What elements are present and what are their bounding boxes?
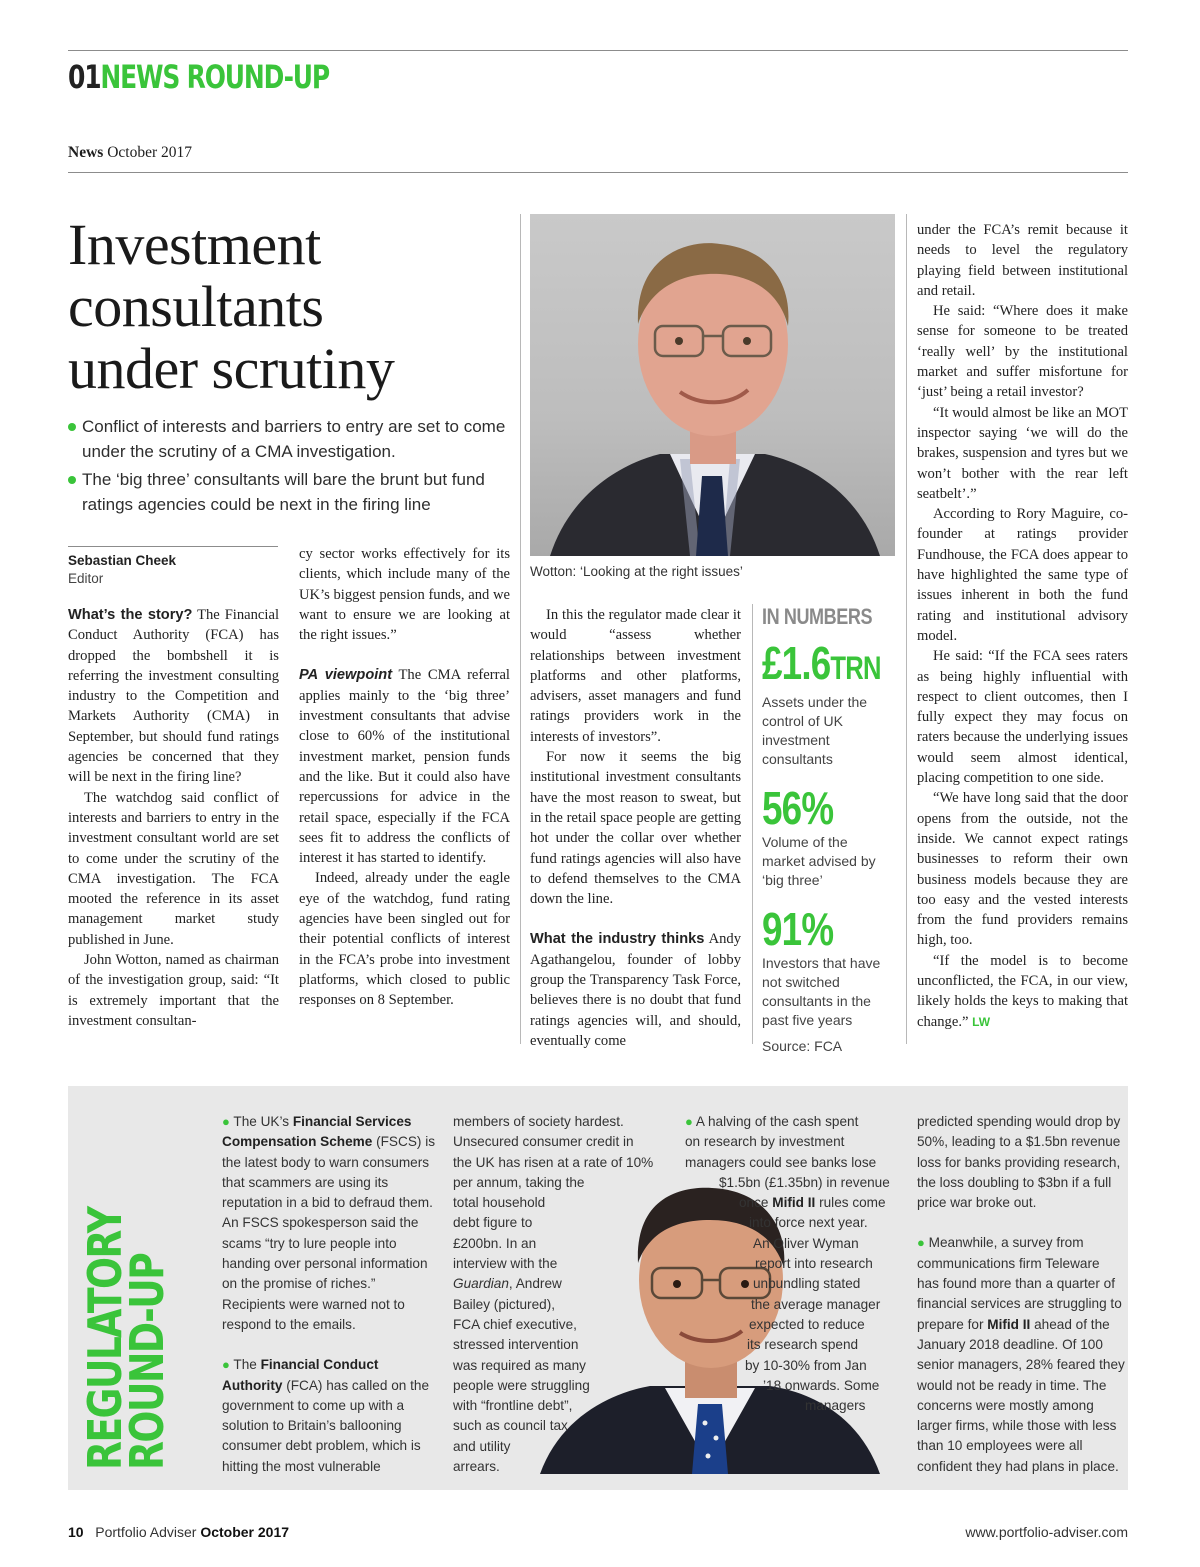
paragraph: under the FCA’s remit because it needs to level the regulatory playing field between institutional and retail.: [917, 222, 1128, 299]
paragraph: [917, 951, 1128, 1032]
stats-source: Source: FCA: [762, 1038, 843, 1054]
item-highlight: Financial Services Compensation Scheme: [222, 1114, 412, 1150]
news-item: [222, 1355, 436, 1477]
news-item: [222, 1112, 436, 1335]
text-line: the UK has risen at a rate of 10%: [453, 1154, 654, 1170]
text-line: its research spend: [747, 1337, 859, 1353]
standfirst-item: [68, 467, 513, 517]
stat-value: 56%: [762, 782, 834, 834]
paragraph: He said: “Where does it make sense for someone to be treated ‘really well’ by the institutional market and suffer misfortune for ‘just’ being a retail investor?: [917, 303, 1128, 401]
text-line: per annum, taking the: [453, 1174, 585, 1190]
standfirst-text: The ‘big three’ consultants will bare the brunt but fund ratings agencies could be next in the firing line: [82, 470, 485, 514]
author-name: Sebastian Cheek: [68, 553, 177, 568]
byline-rule: [68, 546, 278, 547]
item-text: Meanwhile, a survey from communications firm Teleware has found more than a quarter of financial services are struggling to prepare for: [917, 1235, 1122, 1332]
item-text: (FCA) has called on the government to come up with a solution to Britain’s ballooning consumer debt problem, which is hitting the most vulnerable: [222, 1377, 429, 1474]
regulatory-column-3: [685, 1112, 895, 1416]
standfirst: [68, 414, 513, 520]
in-numbers-title: IN NUMBERS: [762, 604, 873, 629]
text-line: managers could see banks lose: [685, 1154, 877, 1170]
stat-value: 91%: [762, 903, 834, 955]
text-fragment: once: [739, 1195, 773, 1211]
bullet-icon: [68, 476, 76, 484]
text-line: ’18 onwards. Some: [763, 1377, 880, 1393]
stat-number: £1.6: [762, 637, 831, 689]
item-highlight: Financial Conduct Authority: [222, 1357, 379, 1393]
article-column-1: [68, 605, 279, 1031]
item-text: (FSCS) is the latest body to warn consumers that scammers are using its reputation in a bid to defraud them. An FSCS spokesperson said the scams “try to lure people into handing over personal information on the promise of riches.” Recipients were warned not to respond to the emails.: [222, 1134, 436, 1332]
text-line: [453, 1274, 663, 1294]
text-line: Bailey (pictured),: [453, 1296, 555, 1312]
stat-label: Assets under the control of UK investment consultants: [762, 694, 868, 767]
text-line: £200bn. In an: [453, 1235, 537, 1251]
lead-in: What’s the story?: [68, 607, 193, 623]
byline: [68, 552, 176, 588]
bullet-icon: ●: [222, 1357, 230, 1373]
column-rule: [520, 214, 521, 1044]
paragraph: According to Rory Maguire, co-founder at ratings provider Fundhouse, the FCA does appear to have highlighted the same type of issues inherent in both the fund rating and institutional advisory model.: [917, 506, 1128, 644]
lead-in: What the industry thinks: [530, 931, 705, 948]
section-name: NEWS ROUND-UP: [100, 58, 330, 96]
paragraph: “It would almost be like an MOT inspector saying ‘we will do the brakes, suspension and tyres but we won’t bother with the rear left seatbelt’.”: [917, 404, 1128, 502]
stat-label: Volume of the market advised by ‘big three’: [762, 834, 876, 888]
lead-in: PA viewpoint: [299, 667, 393, 684]
headline-line-2: consultants: [68, 274, 324, 339]
paragraph: [68, 605, 279, 788]
text-fragment: A halving of the cash spent: [695, 1114, 859, 1129]
text-line: report into research: [755, 1256, 873, 1272]
paragraph: He said: “If the FCA sees raters as being highly influential with respect to client outcomes, then I fully expect they may focus on raters because the underlying issues would seem almost identical, placing competition to one side.: [917, 648, 1128, 787]
text-line: unbundling stated: [753, 1276, 861, 1292]
footer-left: [68, 1524, 289, 1540]
author-role: Editor: [68, 571, 104, 586]
paragraph: [299, 665, 510, 868]
column-rule: [906, 214, 907, 1044]
text-line: into force next year.: [749, 1215, 868, 1231]
in-numbers-panel: [762, 604, 890, 1054]
regulatory-column-4: [917, 1112, 1125, 1477]
regulatory-column-1: [222, 1112, 436, 1477]
regulatory-column-2: [453, 1112, 663, 1477]
text-line: by 10-30% from Jan: [745, 1357, 867, 1373]
stat-label: Investors that have not switched consultants in the past five years: [762, 955, 881, 1028]
article-column-4: [917, 220, 1128, 1032]
wotton-photo: [530, 214, 895, 556]
text-line: with “frontline debt”,: [453, 1398, 573, 1414]
paragraph: The watchdog said conflict of interests and barriers to entry in the investment consultant world are set to come under the scrutiny of the CMA investigation. The FCA mooted the reference in its asset management market study published in June.: [68, 789, 279, 948]
page-number: 10: [68, 1524, 84, 1540]
article-column-2: [299, 544, 510, 1011]
text-line: debt figure to: [453, 1215, 533, 1231]
article-column-3: [530, 605, 741, 1051]
text-line: [685, 1112, 895, 1132]
bullet-icon: ●: [222, 1114, 230, 1129]
author-initials: LW: [972, 1014, 991, 1029]
text-fragment: , Andrew: [508, 1276, 562, 1292]
text-line: the average manager: [751, 1296, 881, 1312]
publication-name: Guardian: [453, 1276, 509, 1292]
item-highlight: Mifid II: [772, 1195, 816, 1211]
news-item: [917, 1233, 1125, 1477]
bullet-icon: [68, 423, 76, 431]
dateline: [68, 144, 192, 162]
item-text: The UK’s: [233, 1114, 293, 1129]
publication-name: Portfolio Adviser: [95, 1524, 197, 1540]
bullet-icon: ●: [685, 1114, 693, 1129]
text-line: [685, 1193, 895, 1213]
news-item: predicted spending would drop by 50%, leading to a $1.5bn revenue loss for banks providing research, the loss doubling to $3bn if a full price war broke out.: [917, 1114, 1121, 1211]
text-line: on research by investment: [685, 1134, 845, 1150]
text-line: $1.5bn (£1.35bn) in revenue: [719, 1174, 890, 1190]
headline-line-3: under scrutiny: [68, 336, 395, 401]
standfirst-text: Conflict of interests and barriers to entry are set to come under the scrutiny of a CMA investigation.: [82, 417, 506, 461]
section-number: 01: [68, 58, 101, 96]
text-fragment: rules come: [815, 1195, 886, 1211]
text-line: arrears.: [453, 1459, 500, 1475]
text-line: was required as many: [453, 1357, 586, 1373]
headline: [68, 214, 518, 400]
text-line: managers: [805, 1398, 866, 1414]
item-text: The: [233, 1357, 261, 1373]
text-line: such as council tax: [453, 1418, 568, 1434]
text-line: and utility: [453, 1438, 511, 1454]
text-line: members of society hardest.: [453, 1114, 624, 1129]
photo-caption: Wotton: ‘Looking at the right issues’: [530, 564, 743, 579]
text-line: An Oliver Wyman: [753, 1235, 859, 1251]
paragraph: John Wotton, named as chairman of the investigation group, said: “It is extremely important that the investment consultan-: [68, 952, 279, 1029]
text-line: expected to reduce: [749, 1316, 865, 1332]
dateline-date: October 2017: [103, 144, 192, 161]
regulatory-roundup-title: [78, 1150, 174, 1470]
stat-value: [762, 637, 881, 693]
item-text: ahead of the January 2018 deadline. Of 100 senior managers, 28% feared they would not be ready in time. The concerns were mostly among larger firms, while those with less than 10 employees were all confident they had plans in place.: [917, 1316, 1125, 1474]
headline-line-1: Investment: [68, 212, 321, 277]
paragraph-text: Andy Agathangelou, founder of lobby group the Transparency Task Force, believes there is no doubt that fund ratings agencies will, and should, eventually come: [530, 931, 741, 1049]
paragraph-text: The CMA referral applies mainly to the ‘big three’ investment consultants that advise close to 60% of the institutional investment market, pension funds and the like. But it could also have repercussions for advice in the retail space, especially if the FCA sees fit to address the conflicts of interest it has started to identify.: [299, 667, 510, 867]
dateline-label: News: [68, 144, 104, 161]
paragraph-text: “If the model is to become unconflicted, the FCA, in our view, likely holds the keys to making that change.”: [917, 952, 1128, 1030]
top-rule: [68, 50, 1128, 51]
text-line: total household: [453, 1195, 546, 1211]
text-line: stressed intervention: [453, 1337, 579, 1353]
text-line: interview with the: [453, 1256, 558, 1272]
title-line: ROUND-UP: [120, 1253, 174, 1470]
standfirst-item: [68, 414, 513, 464]
paragraph: [530, 929, 741, 1051]
text-line: FCA chief executive,: [453, 1316, 577, 1332]
paragraph-text: The Financial Conduct Authority (FCA) has dropped the bombshell it is referring the investment consulting industry to the Competition and Markets Authority (CMA) in September, but should fund ratings agencies be concerned that they will be next in the firing line?: [68, 607, 279, 786]
paragraph: “We have long said that the door opens from the outside, not the inside. We cannot expect ratings businesses to reform their own business models because they are too easy and the vested interests from the fund providers remains high, too.: [917, 790, 1128, 949]
text-line: Unsecured consumer credit in: [453, 1134, 634, 1150]
text-line: people were struggling: [453, 1377, 590, 1393]
paragraph: For now it seems the big institutional investment consultants have the most reason to sweat, but in the retail space people are getting hot under the collar over whether fund ratings agencies will also have to defend themselves to the CMA down the line.: [530, 749, 741, 908]
section-title: [68, 58, 329, 96]
header-rule: [68, 172, 1128, 173]
footer-url[interactable]: www.portfolio-adviser.com: [965, 1524, 1128, 1540]
title-line: REGULATORY: [78, 1207, 132, 1470]
item-highlight: Mifid II: [987, 1316, 1031, 1332]
paragraph: cy sector works effectively for its clients, which include many of the UK’s biggest pension funds, and we want to ensure we are looking at the right issues.”: [299, 546, 510, 644]
bullet-icon: ●: [917, 1235, 925, 1251]
numbers-rule: [752, 604, 753, 1044]
paragraph: In this the regulator made clear it would “assess whether relationships between investment platforms and other platforms, advisers, asset managers and fund ratings providers work in the interests of investors”.: [530, 607, 741, 745]
portrait-illustration: [530, 214, 895, 556]
issue-date: October 2017: [200, 1524, 290, 1540]
stat-unit: TRN: [830, 650, 881, 686]
paragraph: Indeed, already under the eagle eye of the watchdog, fund rating agencies have been singled out for their potential conflicts of interest in the FCA’s probe into investment platforms, which closed to public responses on 8 September.: [299, 870, 510, 1009]
